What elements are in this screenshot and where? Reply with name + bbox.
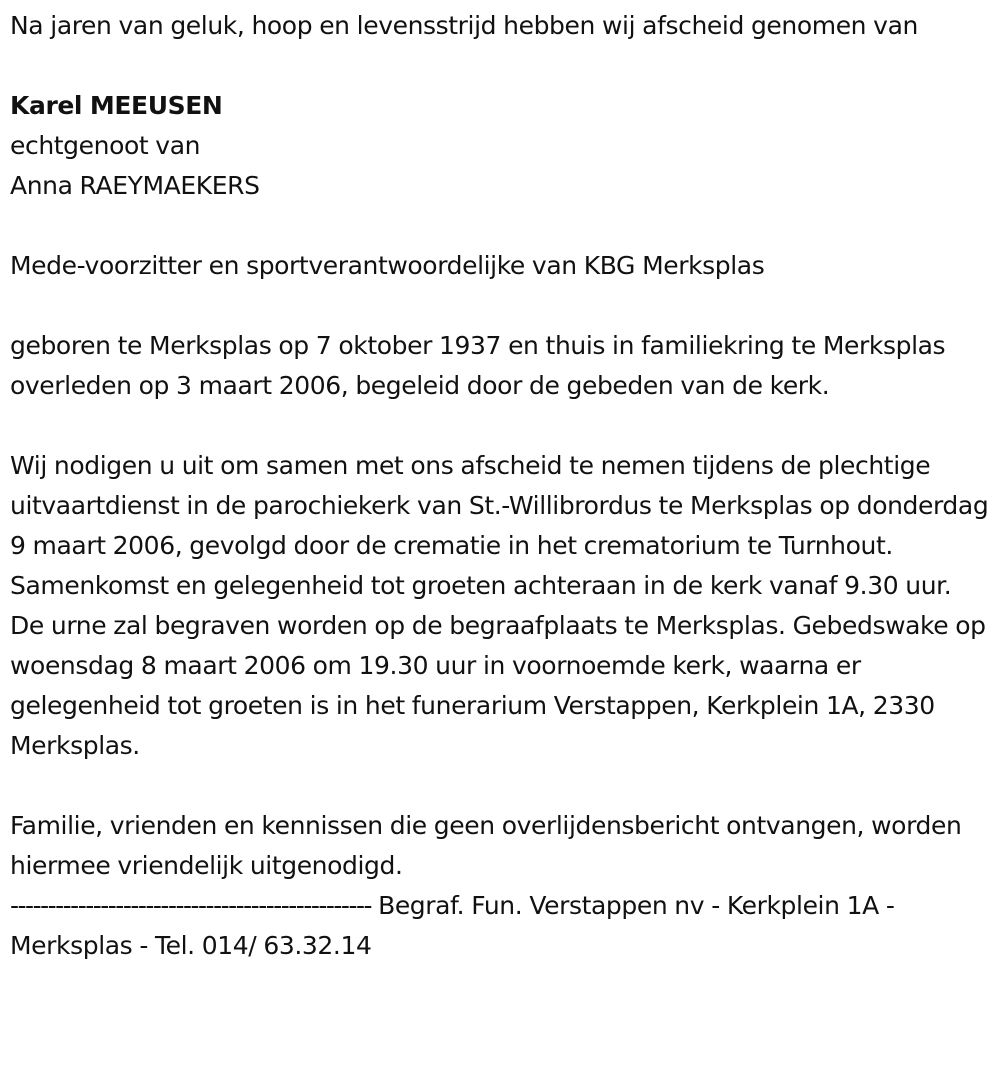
spacer xyxy=(10,206,992,246)
deceased-name: Karel MEEUSEN xyxy=(10,91,223,120)
spacer xyxy=(10,766,992,806)
funeral-home-footer: Begraf. Fun. Verstappen nv - Kerkplein 1A - Merksplas - Tel. 014/ 63.32.14 xyxy=(10,891,895,960)
spacer xyxy=(10,286,992,326)
spouse-relation: echtgenoot van xyxy=(10,131,201,160)
footer-line xyxy=(10,886,992,966)
role-text: Mede-voorzitter en sportverantwoordelijke van KBG Merksplas xyxy=(10,251,765,280)
invitation-text: Familie, vrienden en kennissen die geen overlijdensbericht ontvangen, worden hiermee vriendelijk uitgenodigd. xyxy=(10,811,962,880)
spacer xyxy=(10,46,992,86)
separator-dashes: ------------------------------------------------ xyxy=(10,891,372,920)
spacer xyxy=(10,406,992,446)
birth-death-text: geboren te Merksplas op 7 oktober 1937 en thuis in familiekring te Merksplas overleden op 3 maart 2006, begeleid door de gebeden van de kerk. xyxy=(10,331,946,400)
spouse-name: Anna RAEYMAEKERS xyxy=(10,171,260,200)
death-notice xyxy=(10,0,992,966)
ceremony-text: Wij nodigen u uit om samen met ons afscheid te nemen tijdens de plechtige uitvaartdienst in de parochiekerk van St.-Willibrordus te Merksplas op donderdag 9 maart 2006, gevolgd door de crematie in het crematorium te Turnhout. Samenkomst en gelegenheid tot groeten achteraan in de kerk vanaf 9.30 uur. De urne zal begraven worden op de begraafplaats te Merksplas. Gebedswake op woensdag 8 maart 2006 om 19.30 uur in voornoemde kerk, waarna er gelegenheid tot groeten is in het funerarium Verstappen, Kerkplein 1A, 2330 Merksplas. xyxy=(10,451,989,760)
intro-text: Na jaren van geluk, hoop en levensstrijd hebben wij afscheid genomen van xyxy=(10,11,918,40)
